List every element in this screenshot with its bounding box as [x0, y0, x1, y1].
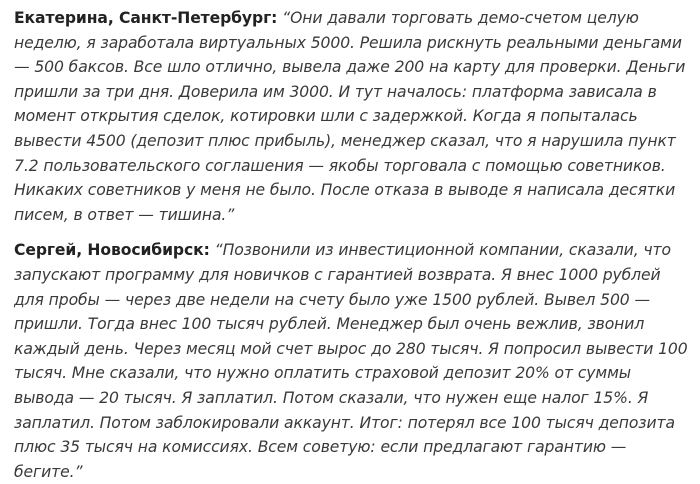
testimonial-ekaterina: [14, 6, 690, 227]
testimonial-author: Екатерина, Санкт-Петербург:: [14, 9, 278, 27]
testimonial-quote: “Они давали торговать демо-счетом целую неделю, я заработала виртуальных 5000. Решила рискнуть реальными деньгами — 500 баксов. Все шло отлично, вывела даже 200 на карту для проверки. Деньги пришли за три дня. Доверила им 3000. И тут началось: платформа зависала в момент открытия сделок, котировки шли с задержкой. Когда я попыталась вывести 4500 (депозит плюс прибыль), менеджер сказал, что я нарушила пункт 7.2 пользовательского соглашения — якобы торговала с помощью советников. Никаких советников у меня не было. После отказа в выводе я написала десятки писем, в ответ — тишина.”: [14, 9, 686, 224]
testimonial-author: Сергей, Новосибирск:: [14, 241, 210, 260]
testimonial-sergey: [14, 238, 690, 484]
testimonials-article: [14, 6, 690, 484]
testimonial-quote: “Позвонили из инвестиционной компании, сказали, что запускают программу для новичков с гарантией возврата. Я внес 1000 рублей для пробы — через две недели на счету было уже 1500 рублей. Вывел 500 — пришли. Тогда внес 100 тысяч рублей. Менеджер был очень вежлив, звонил каждый день. Через месяц мой счет вырос до 280 тысяч. Я попросил вывести 100 тысяч. Мне сказали, что нужно оплатить страховой депозит 20% от суммы вывода — 20 тысяч. Я заплатил. Потом сказали, что нужен еще налог 15%. Я заплатил. Потом заблокировали аккаунт. Итог: потерял все 100 тысяч депозита плюс 35 тысяч на комиссиях. Всем советую: если предлагают гарантию — бегите.”: [14, 241, 688, 481]
